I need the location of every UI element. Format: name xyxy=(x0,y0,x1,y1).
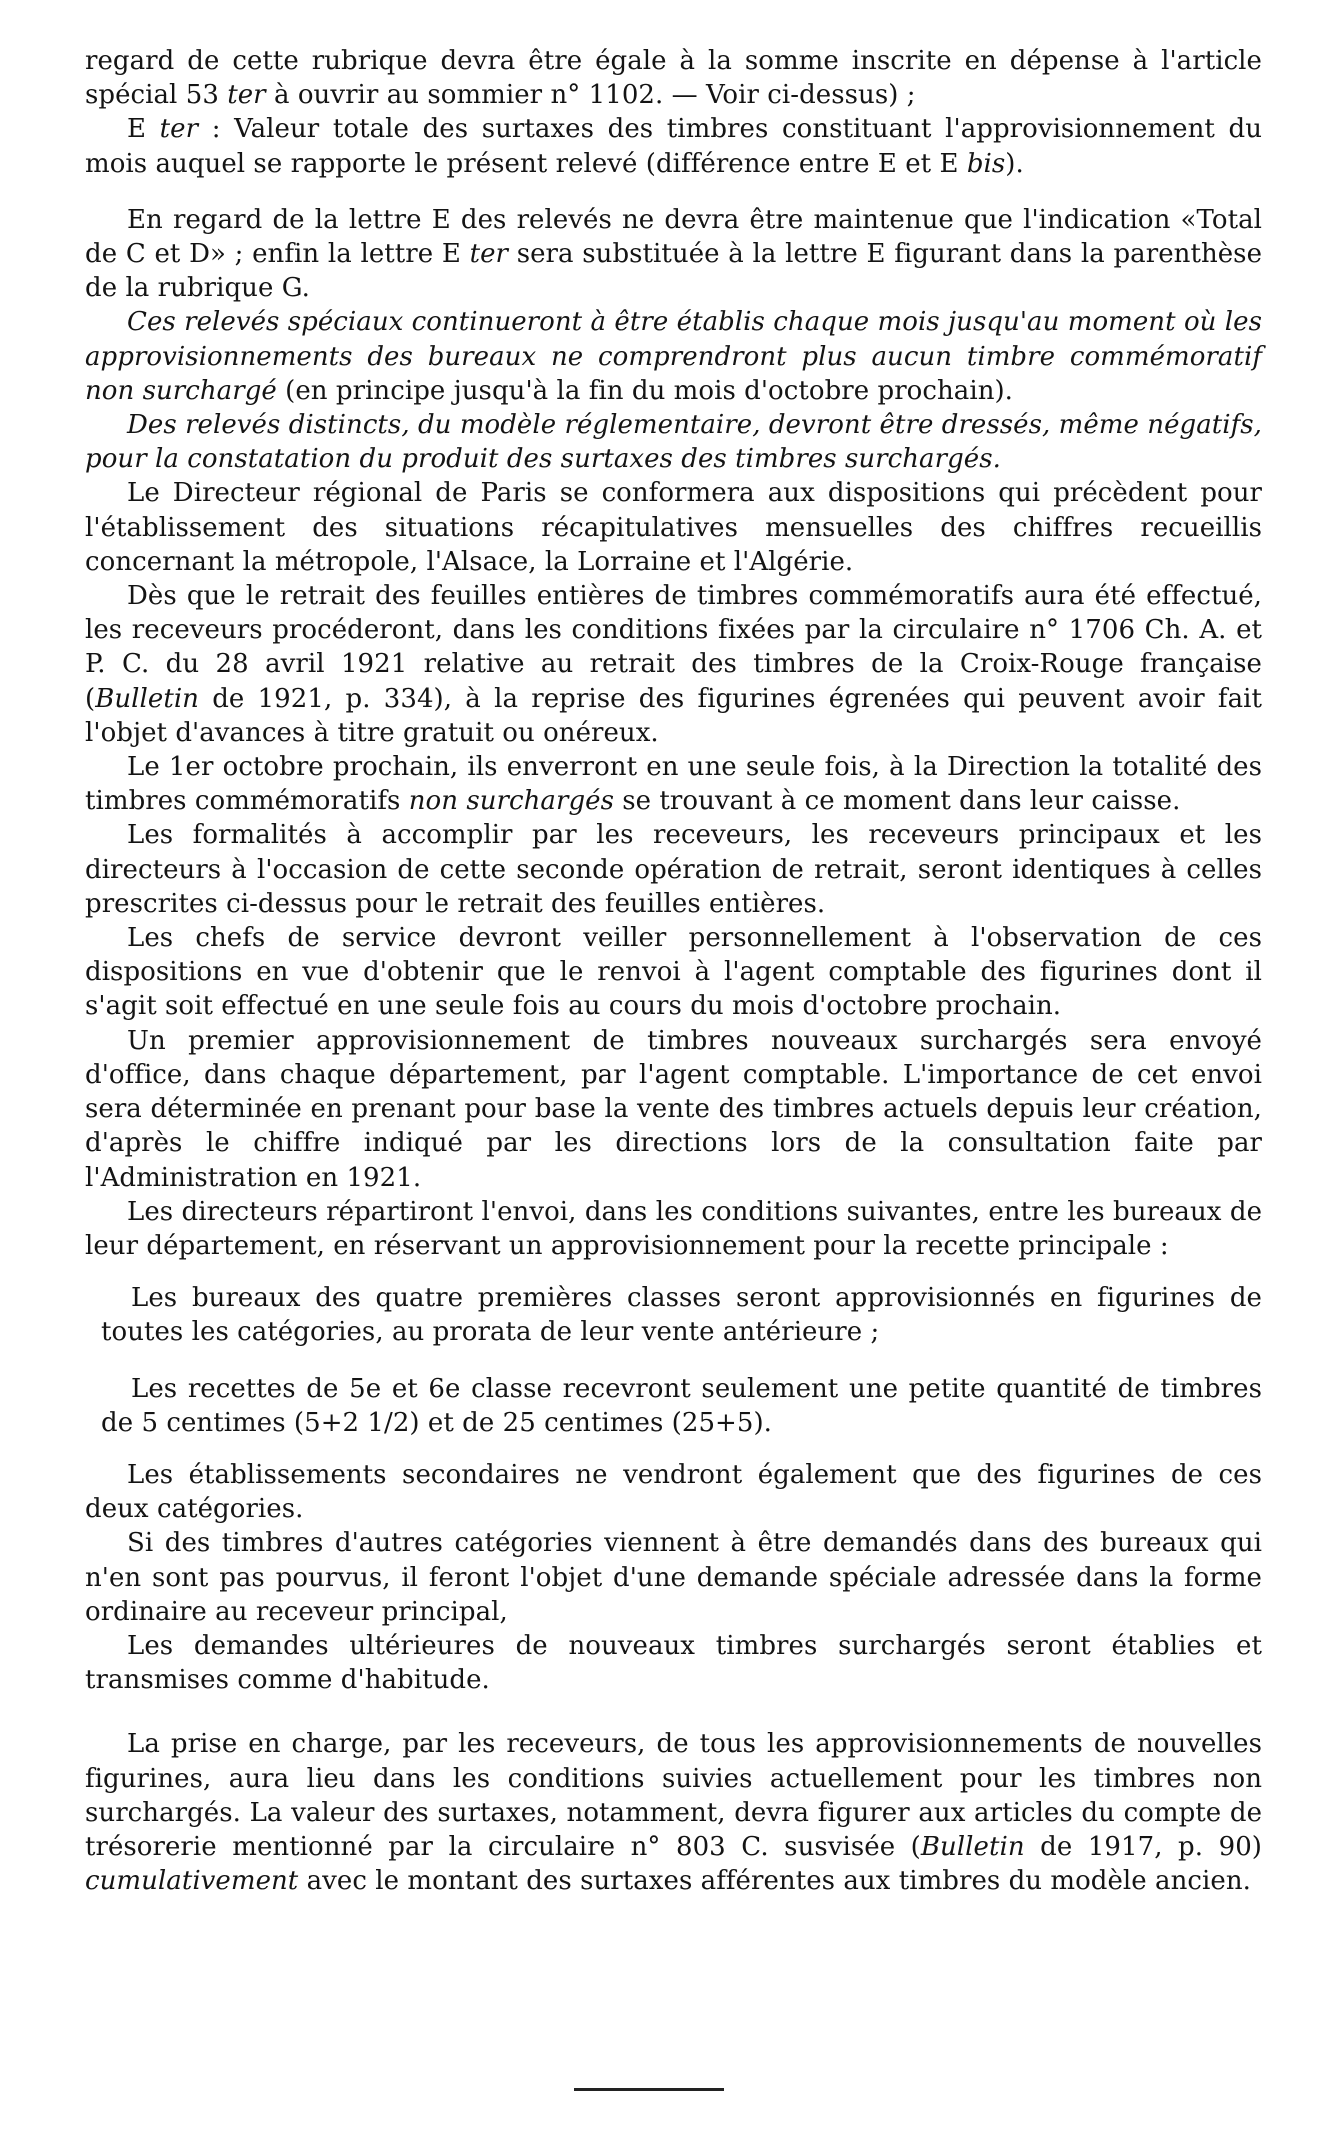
text-segment: En regard de la lettre E des relevés ne devra être maintenue que l'indication «Total de C et D» ; enfin la lettre E xyxy=(85,204,1262,270)
text-segment: E xyxy=(127,114,160,145)
indented-list-block xyxy=(85,1281,1262,1440)
text-segment: avec le montant des surtaxes afférentes aux timbres du modèle ancien. xyxy=(298,1866,1251,1897)
text-segment: : Valeur totale des surtaxes des timbres constituant l'approvisionnement du mois auquel se rapporte le présent relevé (différence entre E et E xyxy=(85,114,1262,179)
paragraph-p18 xyxy=(85,1727,1262,1898)
text-segment: Le 1er octobre prochain, ils enverront en une seule fois, à la Direction la totalité des timbres commémoratifs xyxy=(85,752,1262,817)
text-segment: Des relevés distincts, du modèle réglementaire, devront être dressés, même négatifs, pour la constatation du produit des surtaxes des timbres surchargés. xyxy=(85,410,1262,475)
text-segment: non surchargés xyxy=(408,786,614,817)
text-segment: Les directeurs répartiront l'envoi, dans les conditions suivantes, entre les bureaux de leur département, en réservant un approvisionnement pour la recette principale : xyxy=(85,1196,1262,1261)
paragraph-p12 xyxy=(85,1195,1262,1263)
paragraph-p10 xyxy=(85,921,1262,1024)
text-segment: regard de cette rubrique devra être égale à la somme inscrite en dépense à l'article spécial 53 xyxy=(85,46,1262,111)
text-segment: Le Directeur régional de Paris se conformera aux dispositions qui précèdent pour l'établissement des situations récapitulatives mensuelles des chiffres recueillis concernant la métropole, l'Alsace, la Lorraine et l'Algérie. xyxy=(85,478,1262,577)
paragraph-p11 xyxy=(85,1024,1262,1195)
paragraph-p14 xyxy=(101,1372,1262,1440)
text-segment: de 1921, p. 334), à la reprise des figurines égrenées qui peuvent avoir fait l'objet d'avances à titre gratuit ou onéreux. xyxy=(85,683,1262,748)
text-segment: Un premier approvisionnement de timbres nouveaux surchargés sera envoyé d'office, dans chaque département, par l'agent comptable. L'importance de cet envoi sera déterminée en prenant pour base la vente des timbres actuels depuis leur création, d'après le chiffre indiqué par les directions lors de la consultation faite par l'Administration en 1921. xyxy=(85,1025,1262,1193)
paragraph-p6 xyxy=(85,476,1262,579)
paragraph-p7 xyxy=(85,579,1262,750)
closing-rule xyxy=(574,2088,724,2091)
text-segment: se trouvant à ce moment dans leur caisse. xyxy=(613,786,1181,817)
text-segment: Les demandes ultérieures de nouveaux timbres surchargés seront établies et transmises comme d'habitude. xyxy=(85,1630,1262,1696)
text-segment: ). xyxy=(1005,148,1024,179)
text-segment: à ouvrir au sommier n° 1102. — Voir ci-dessus) ; xyxy=(265,80,916,111)
text-segment: Les bureaux des quatre premières classes seront approvisionnés en figurines de toutes les catégories, au prorata de leur vente antérieure ; xyxy=(101,1283,1262,1348)
text-segment: Les établissements secondaires ne vendront également que des figurines de ces deux catégories. xyxy=(85,1459,1262,1525)
paragraph-p8 xyxy=(85,750,1262,818)
text-segment: (en principe jusqu'à la fin du mois d'octobre prochain). xyxy=(276,375,1013,406)
paragraph-p3 xyxy=(85,203,1262,306)
text-segment: Bulletin xyxy=(95,683,199,714)
paragraph-p16 xyxy=(85,1526,1262,1629)
paragraph-p5 xyxy=(85,408,1262,476)
text-segment: Dès que le retrait des feuilles entières de timbres commémoratifs aura été effectué, les receveurs procéderont, dans les conditions fixées par la circulaire n° 1706 Ch. A. et P. C. du 28 avril 1921 relative au retrait des timbres de la Croix-Rouge française ( xyxy=(85,581,1262,714)
paragraph-p13 xyxy=(101,1281,1262,1349)
paragraph-p15 xyxy=(85,1458,1262,1526)
text-segment: Les recettes de 5e et 6e classe recevront seulement une petite quantité de timbres de 5 centimes (5+2 1/2) et de 25 centimes (25+5). xyxy=(101,1373,1262,1438)
text-segment: de 1917, p. 90) xyxy=(1024,1831,1262,1862)
text-segment: bis xyxy=(966,148,1006,179)
text-segment: La prise en charge, par les receveurs, de tous les approvisionnements de nouvelles figurines, aura lieu dans les conditions suivies actuellement pour les timbres non surchargés. La valeur des surtaxes, notamment, devra figurer aux articles du compte de trésorerie mentionné par la circulaire n° 803 C. susvisée ( xyxy=(85,1729,1262,1862)
text-segment: Les formalités à accomplir par les receveurs, les receveurs principaux et les directeurs à l'occasion de cette seconde opération de retrait, seront identiques à celles prescrites ci-dessus pour le retrait des feuilles entières. xyxy=(85,820,1262,919)
paragraph-p1 xyxy=(85,44,1262,112)
text-segment: sera substituée à la lettre E figurant dans la parenthèse de la rubrique G. xyxy=(85,239,1263,304)
text-segment: Ces relevés spéciaux continueront à être établis chaque mois jusqu'au moment où les approvisionnements des bureaux ne comprendront plus aucun timbre commémoratif non surchargé xyxy=(85,307,1262,406)
text-segment: Les chefs de service devront veiller personnellement à l'observation de ces dispositions en vue d'obtenir que le renvoi à l'agent comptable des figurines dont il s'agit soit effectué en une seule fois au cours du mois d'octobre prochain. xyxy=(85,923,1262,1022)
paragraph-p2 xyxy=(85,112,1262,180)
paragraph-p4 xyxy=(85,305,1262,408)
text-segment: ter xyxy=(159,114,199,145)
text-segment: cumulativement xyxy=(85,1866,299,1897)
paragraph-p17 xyxy=(85,1629,1262,1697)
text-segment: Si des timbres d'autres catégories viennent à être demandés dans des bureaux qui n'en sont pas pourvus, il feront l'objet d'une demande spéciale adressée dans la forme ordinaire au receveur principal, xyxy=(85,1528,1262,1627)
paragraph-p9 xyxy=(85,818,1262,921)
text-segment: ter xyxy=(469,239,509,270)
text-segment: Bulletin xyxy=(920,1831,1025,1862)
text-segment: ter xyxy=(227,80,266,111)
